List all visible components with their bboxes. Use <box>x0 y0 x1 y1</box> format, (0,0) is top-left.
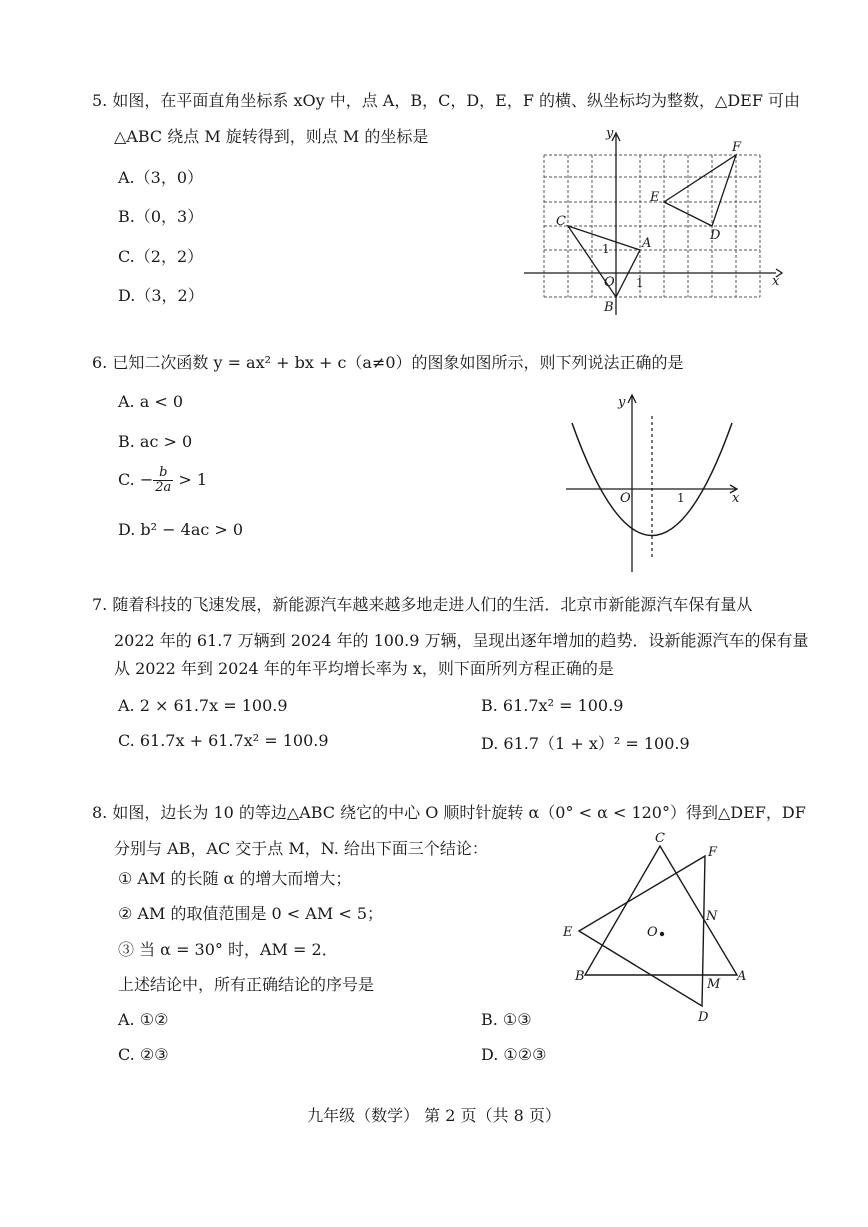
q8-label-n: N <box>706 909 718 924</box>
q6-label-x: x <box>732 491 740 506</box>
q8-label-e: E <box>563 925 573 940</box>
q5-label-e: E <box>650 190 660 205</box>
q8-conclusion-3: ③ 当 α = 30° 时，AM = 2． <box>118 940 338 959</box>
q7-option-d[interactable]: D. 61.7（1 + x）² = 100.9 <box>481 734 690 753</box>
q7-stem-line1: 7. 随着科技的飞速发展，新能源汽车越来越多地走进人们的生活．北京市新能源汽车保有量从 <box>92 595 753 614</box>
q6-option-c[interactable] <box>118 466 207 495</box>
q6-label-o: O <box>620 491 631 506</box>
q5-triangle-def <box>664 155 736 226</box>
q7-option-c[interactable]: C. 61.7x + 61.7x² = 100.9 <box>118 731 329 750</box>
q8-stem-line1: 8. 如图，边长为 10 的等边△ABC 绕它的中心 O 顺时针旋转 α（0° < α < 120°）得到△DEF，DF <box>92 803 806 822</box>
q6-option-a[interactable]: A. a < 0 <box>118 392 184 411</box>
q8-triangle-def <box>579 856 705 1006</box>
q8-option-d[interactable]: D. ①②③ <box>481 1045 547 1064</box>
q6-stem: 6. 已知二次函数 y = ax² + bx + c（a≠0）的图象如图所示，则下列说法正确的是 <box>92 353 684 372</box>
q5-label-one-x: 1 <box>636 276 644 290</box>
q5-label-y: y <box>606 126 614 141</box>
q8-label-m: M <box>707 977 721 992</box>
q8-label-o: O <box>647 925 658 940</box>
q8-label-b: B <box>575 969 585 984</box>
q6-option-b[interactable]: B. ac > 0 <box>118 432 193 451</box>
q7-option-a[interactable]: A. 2 × 61.7x = 100.9 <box>118 696 288 715</box>
q7-stem-line2: 2022 年的 61.7 万辆到 2024 年的 100.9 万辆，呈现出逐年增加的趋势．设新能源汽车的保有量 <box>114 631 809 650</box>
q8-label-a: A <box>737 969 747 984</box>
q6-option-c-denominator: 2a <box>155 480 172 495</box>
q8-option-c[interactable]: C. ②③ <box>118 1045 169 1064</box>
q5-label-x: x <box>772 274 780 289</box>
q8-option-a[interactable]: A. ①② <box>118 1010 169 1029</box>
q8-conclusion-2: ② AM 的取值范围是 0 < AM < 5； <box>118 904 383 923</box>
q5-option-d[interactable]: D.（3，2） <box>118 286 204 305</box>
q8-rotated-triangles-figure <box>555 828 765 1028</box>
q6-option-c-suffix: > 1 <box>173 470 208 489</box>
q5-label-a: A <box>642 236 652 251</box>
q5-label-b: B <box>604 300 614 315</box>
q5-label-f: F <box>732 140 742 155</box>
q5-label-o: O <box>604 275 615 290</box>
q5-label-d: D <box>710 228 721 243</box>
q5-label-one-y: 1 <box>602 242 610 256</box>
q5-label-c: C <box>556 214 566 229</box>
q6-label-one: 1 <box>677 491 685 505</box>
q5-option-a[interactable]: A.（3，0） <box>118 168 204 187</box>
q6-option-d[interactable]: D. b² − 4ac > 0 <box>118 520 244 539</box>
q5-option-c[interactable]: C.（2，2） <box>118 247 204 266</box>
q8-label-f: F <box>708 845 718 860</box>
q6-parabola-figure <box>560 390 750 580</box>
q5-coordinate-figure <box>520 125 790 320</box>
q8-option-b[interactable]: B. ①③ <box>481 1010 532 1029</box>
q5-stem-line1: 5. 如图，在平面直角坐标系 xOy 中，点 A，B，C，D，E，F 的横、纵坐标均为整数，△DEF 可由 <box>92 91 801 110</box>
q5-grid <box>544 155 760 297</box>
q6-option-c-fraction <box>153 466 173 495</box>
q8-question: 上述结论中，所有正确结论的序号是 <box>118 975 375 994</box>
q6-label-y: y <box>618 395 626 410</box>
q5-stem-line2: △ABC 绕点 M 旋转得到，则点 M 的坐标是 <box>114 127 429 146</box>
q8-label-d: D <box>698 1010 709 1025</box>
q7-option-b[interactable]: B. 61.7x² = 100.9 <box>481 696 624 715</box>
page-footer: 九年级（数学） 第 2 页（共 8 页） <box>307 1106 561 1125</box>
q8-stem-line2: 分别与 AB，AC 交于点 M，N. 给出下面三个结论： <box>114 839 488 858</box>
q8-center-o <box>660 932 664 936</box>
q6-option-c-prefix: C. − <box>118 470 154 489</box>
q6-option-c-numerator: b <box>153 466 173 481</box>
q5-option-b[interactable]: B.（0，3） <box>118 207 204 226</box>
q8-conclusion-1: ① AM 的长随 α 的增大而增大； <box>118 869 352 888</box>
q8-label-c: C <box>655 831 665 846</box>
q7-stem-line3: 从 2022 年到 2024 年的年平均增长率为 x，则下面所列方程正确的是 <box>114 659 614 678</box>
